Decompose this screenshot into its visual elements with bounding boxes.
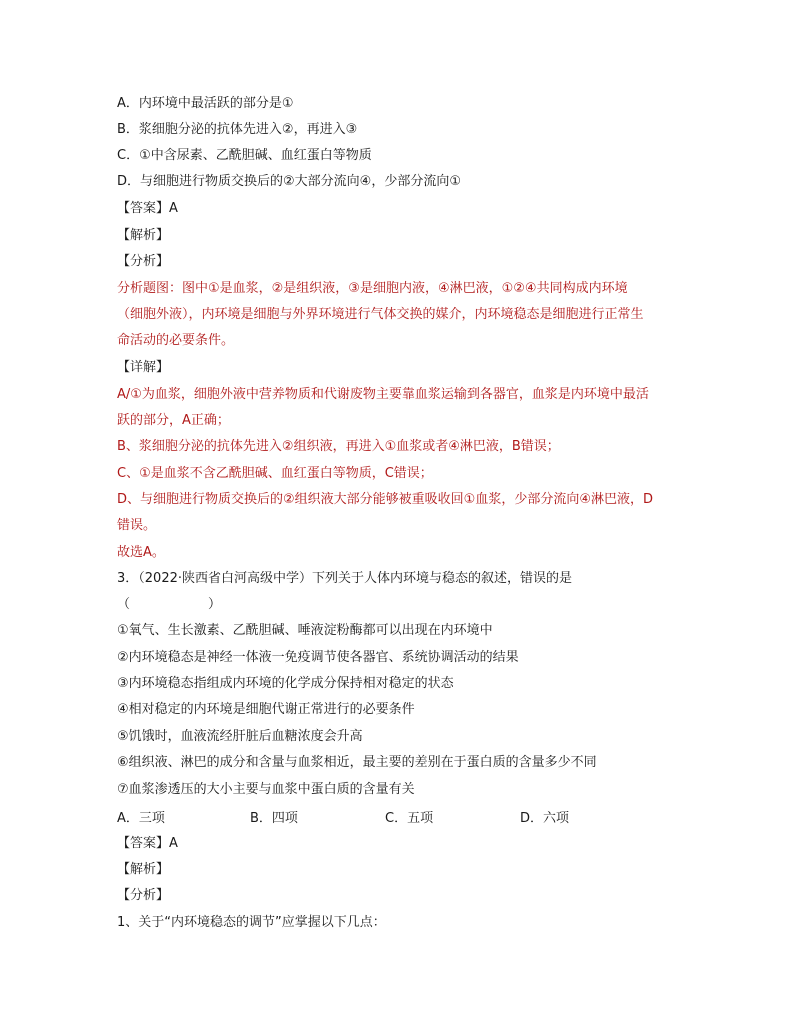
q2-detail-line-6: 错误。 [117, 518, 157, 533]
q3-stem: 3．（2022·陕西省白河高级中学）下列关于人体内环境与稳态的叙述，错误的是 [117, 571, 572, 586]
q3-fenxi-label: 【分析】 [117, 888, 170, 903]
q3-statement-7: ⑦血浆渗透压的大小主要与血浆中蛋白质的含量有关 [117, 782, 415, 797]
q2-option-a: A．内环境中最活跃的部分是① [117, 96, 294, 111]
q3-statement-1: ①氧气、生长激素、乙酰胆碱、唾液淀粉酶都可以出现在内环境中 [117, 623, 493, 638]
q2-fenxi-line-1: 分析题图：图中①是血浆，②是组织液，③是细胞内液，④淋巴液，①②④共同构成内环境 [117, 281, 628, 296]
q3-point-line: 1、关于“内环境稳态的调节”应掌握以下几点： [117, 915, 386, 930]
q2-answer: 【答案】A [117, 201, 178, 216]
q2-option-c: C．①中含尿素、乙酰胆碱、血红蛋白等物质 [117, 148, 372, 163]
q3-choice-d: D．六项 [520, 811, 570, 826]
q3-choice-a: A．三项 [117, 811, 165, 826]
q3-statement-4: ④相对稳定的内环境是细胞代谢正常进行的必要条件 [117, 702, 415, 717]
q3-choice-c: C．五项 [385, 811, 434, 826]
q2-option-d: D．与细胞进行物质交换后的②大部分流向④，少部分流向① [117, 174, 461, 189]
q3-statement-3: ③内环境稳态指组成内环境的化学成分保持相对稳定的状态 [117, 676, 454, 691]
q2-fenxi-label: 【分析】 [117, 254, 170, 269]
q3-choice-b: B．四项 [250, 811, 298, 826]
q2-fenxi-line-3: 命活动的必要条件。 [117, 333, 235, 348]
q2-conclusion: 故选A。 [117, 545, 165, 560]
q2-detail-line-2: 跃的部分，A正确； [117, 413, 230, 428]
q3-blank: （ ） [117, 597, 222, 612]
q3-statement-6: ⑥组织液、淋巴的成分和含量与血浆相近，最主要的差别在于蛋白质的含量多少不同 [117, 755, 597, 770]
q2-detail-line-1: A/①为血浆，细胞外液中营养物质和代谢废物主要靠血浆运输到各器官，血浆是内环境中最活 [117, 387, 649, 402]
q3-answer: 【答案】A [117, 836, 178, 851]
q2-detail-line-5: D、与细胞进行物质交换后的②组织液大部分能够被重吸收回①血浆，少部分流向④淋巴液，D [117, 492, 653, 507]
q2-option-b: B．浆细胞分泌的抗体先进入②，再进入③ [117, 122, 358, 137]
q3-analysis-label: 【解析】 [117, 862, 170, 877]
q2-analysis-label: 【解析】 [117, 228, 170, 243]
q2-detail-label: 【详解】 [117, 360, 170, 375]
q2-detail-line-3: B、浆细胞分泌的抗体先进入②组织液，再进入①血浆或者④淋巴液，B错误； [117, 439, 560, 454]
q3-statement-5: ⑤饥饿时，血液流经肝脏后血糖浓度会升高 [117, 729, 363, 744]
q2-detail-line-4: C、①是血浆不含乙酰胆碱、血红蛋白等物质，C错误； [117, 466, 433, 481]
q3-statement-2: ②内环境稳态是神经一体液一免疫调节使各器官、系统协调活动的结果 [117, 650, 519, 665]
q2-fenxi-line-2: （细胞外液），内环境是细胞与外界环境进行气体交换的媒介，内环境稳态是细胞进行正常生 [117, 307, 644, 322]
